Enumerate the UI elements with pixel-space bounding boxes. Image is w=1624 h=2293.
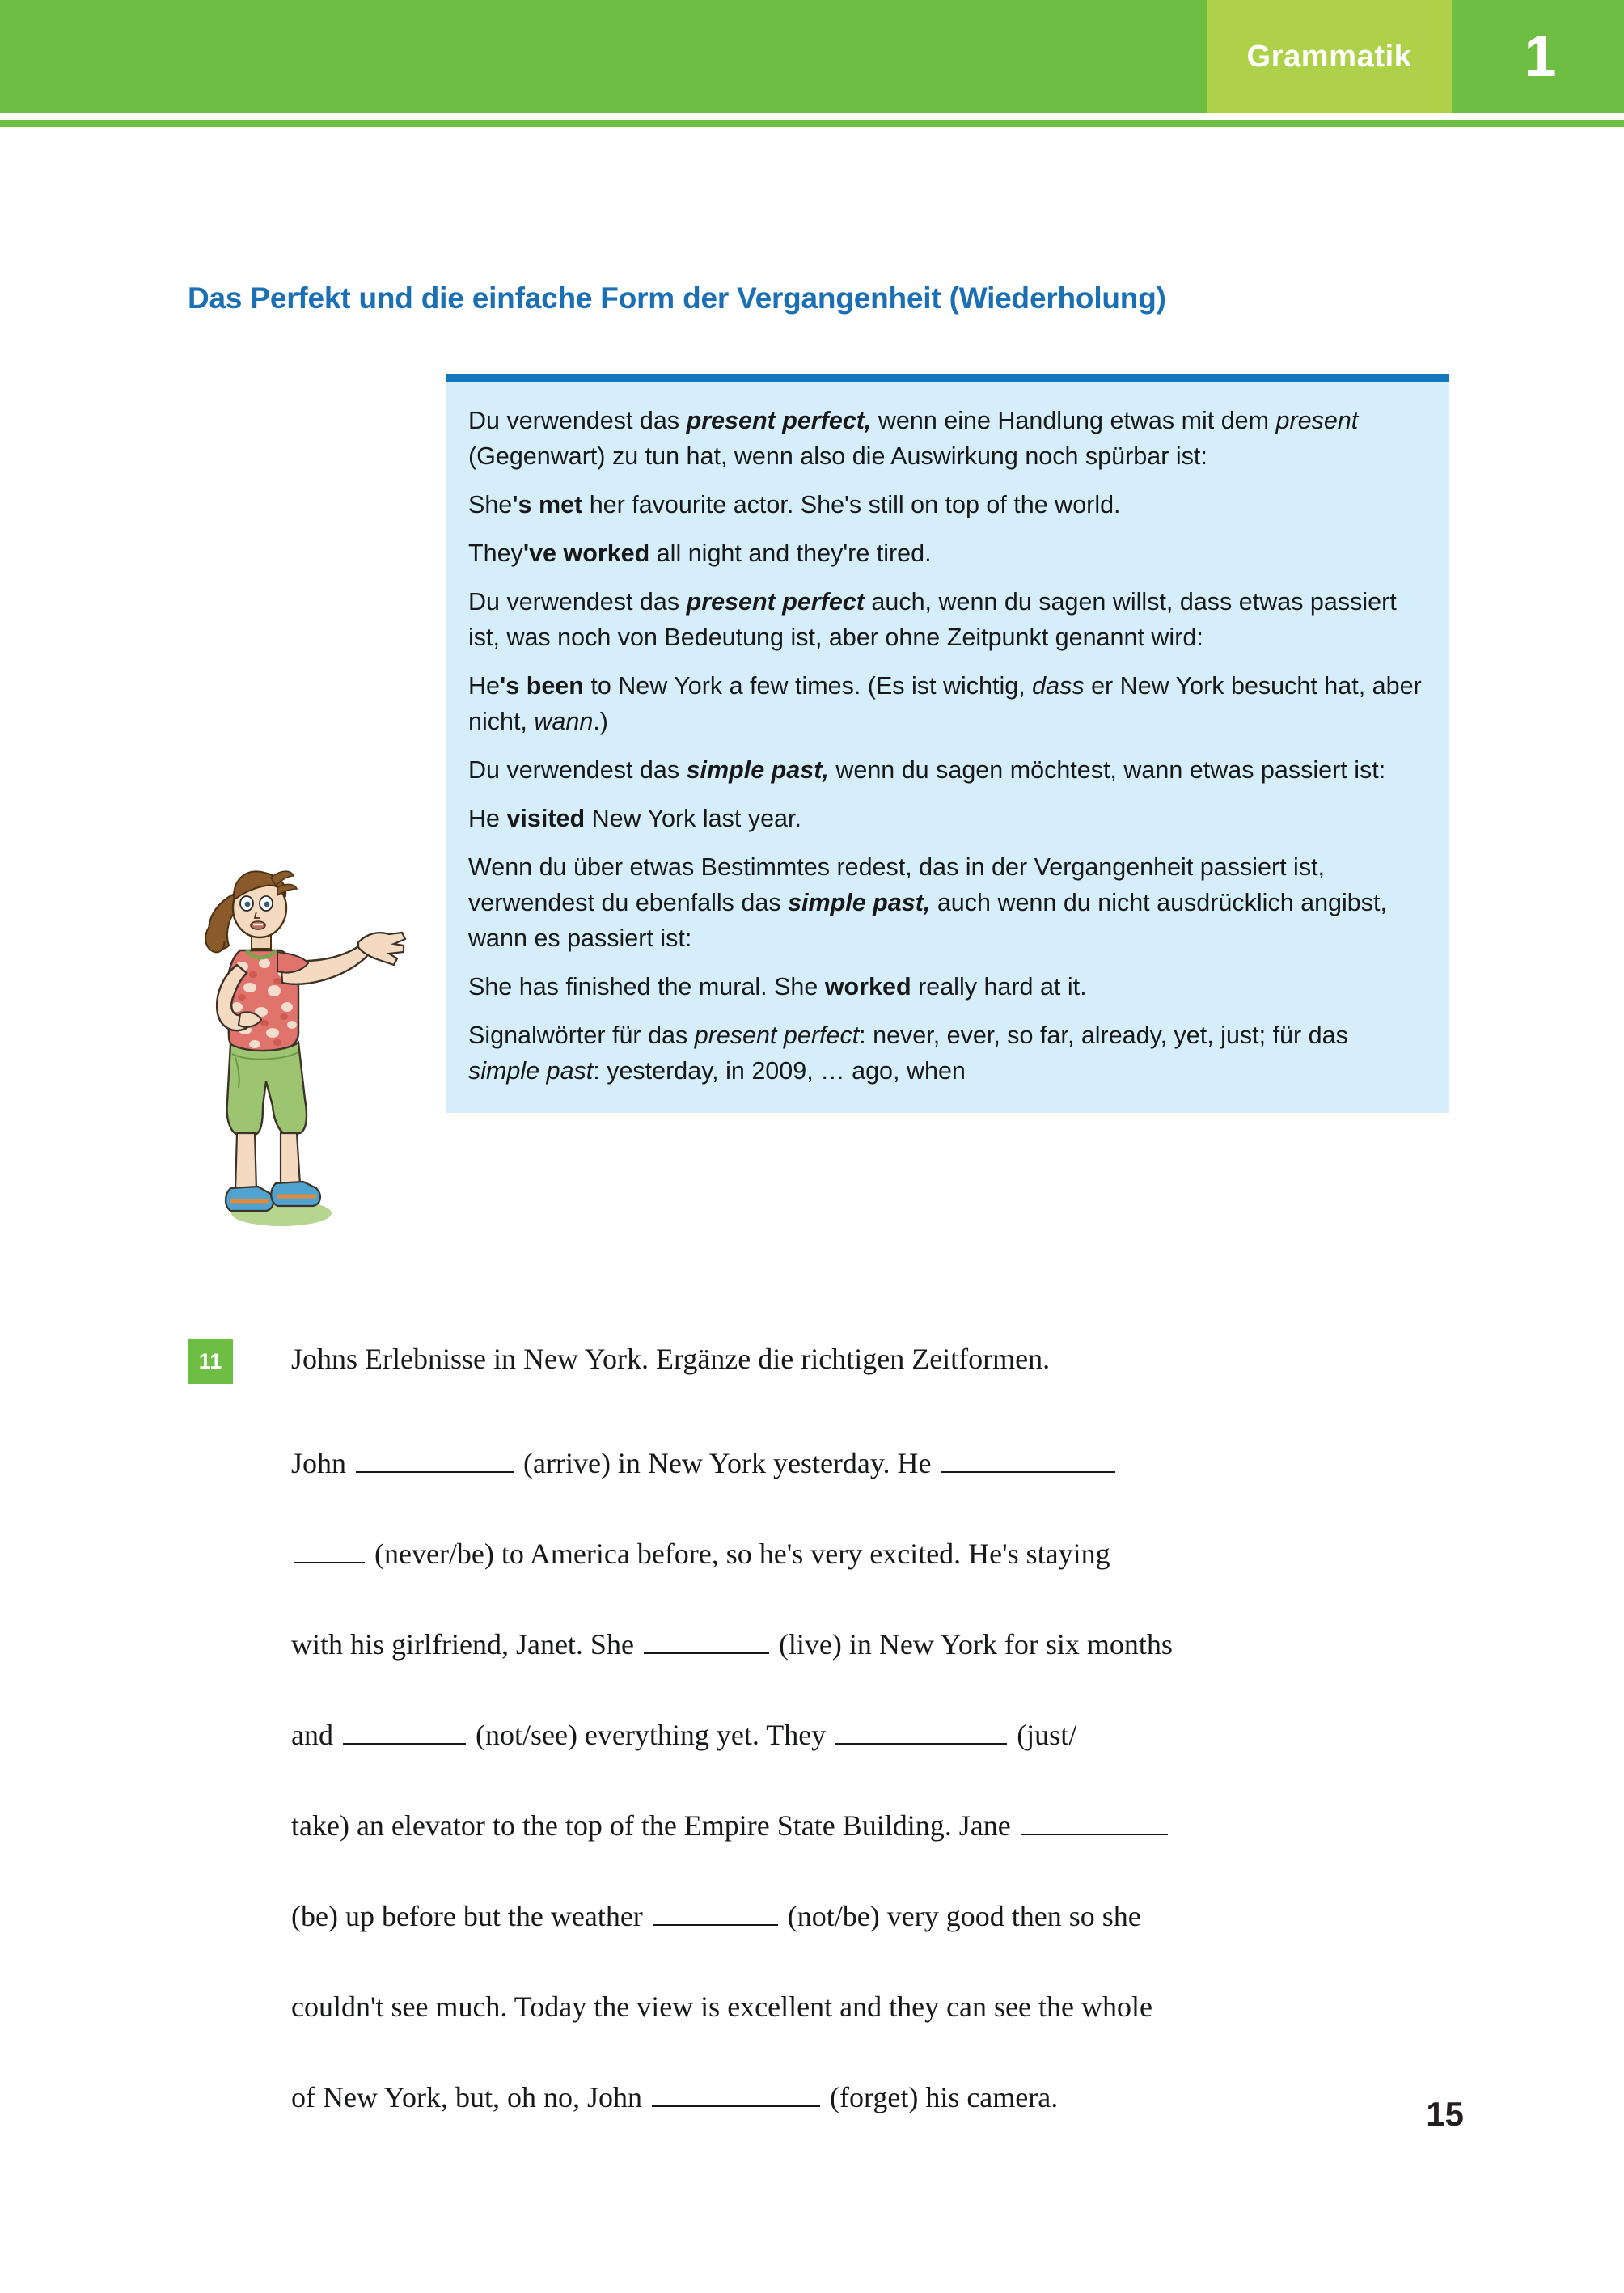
exercise-line	[291, 1508, 1474, 1599]
info-paragraph: They've worked all night and they're tired.	[468, 539, 932, 567]
page-title: Das Perfekt und die einfache Form der Vergangenheit (Wiederholung)	[188, 281, 1166, 315]
exercise-line	[291, 1599, 1474, 1690]
info-paragraph: Signalwörter für das present perfect: never, ever, so far, already, yet, just; für das simple past: yesterday, in 2009, … ago, when	[468, 1022, 1348, 1085]
exercise-text: (live) in New York for six months	[771, 1628, 1173, 1661]
exercise-text: (be) up before but the weather	[291, 1900, 650, 1932]
exercise-text: (just/	[1009, 1719, 1077, 1751]
exercise-text: couldn't see much. Today the view is excellent and they can see the whole	[291, 1991, 1152, 2023]
header-section-tab-label: Grammatik	[1246, 39, 1412, 74]
exercise-text: of New York, but, oh no, John	[291, 2081, 650, 2113]
info-paragraph: Wenn du über etwas Bestimmtes redest, das in der Vergangenheit passiert ist, verwendest du ebenfalls das simple past, auch wenn du nicht ausdrücklich angibst, wann es passiert ist:	[468, 853, 1387, 952]
page-number: 15	[1426, 2095, 1464, 2133]
exercise-text: and	[291, 1719, 340, 1751]
info-paragraph: He visited New York last year.	[468, 805, 801, 832]
exercise-text: (not/be) very good then so she	[780, 1900, 1141, 1932]
girl-pointing-illustration	[197, 845, 423, 1242]
exercise-instruction: Johns Erlebnisse in New York. Ergänze die richtigen Zeitformen.	[291, 1343, 1051, 1375]
answer-blank[interactable]	[835, 1719, 1007, 1745]
exercise-number-badge: 11	[188, 1339, 233, 1384]
exercise-line	[291, 1871, 1474, 1961]
exercise-line	[291, 1418, 1474, 1508]
exercise-text: take) an elevator to the top of the Empire State Building. Jane	[291, 1809, 1018, 1842]
info-paragraph: Du verwendest das present perfect auch, wenn du sagen willst, dass etwas passiert ist, was noch von Bedeutung ist, aber ohne Zeitpunkt genannt wird:	[468, 588, 1397, 651]
exercise-text: with his girlfriend, Janet. She	[291, 1628, 641, 1661]
exercise-line	[291, 2052, 1474, 2143]
header-divider-rule	[0, 120, 1624, 127]
info-paragraph: She has finished the mural. She worked really hard at it.	[468, 973, 1087, 1001]
exercise-text: (not/see) everything yet. They	[467, 1719, 834, 1751]
info-paragraph: She's met her favourite actor. She's still on top of the world.	[468, 491, 1121, 518]
exercise-text: John	[291, 1447, 354, 1479]
grammar-info-box	[446, 374, 1449, 1113]
info-paragraph: Du verwendest das present perfect, wenn eine Handlung etwas mit dem present (Gegenwart) zu tun hat, wenn also die Auswirkung noch spürbar ist:	[468, 407, 1359, 470]
answer-blank[interactable]	[644, 1628, 769, 1654]
answer-blank[interactable]	[294, 1538, 365, 1563]
info-paragraph: Du verwendest das simple past, wenn du sagen möchtest, wann etwas passiert ist:	[468, 756, 1386, 784]
exercise-line	[291, 1961, 1474, 2052]
exercise-text: (arrive) in New York yesterday. He	[516, 1447, 939, 1479]
info-paragraph: He's been to New York a few times. (Es ist wichtig, dass er New York besucht hat, aber nicht, wann.)	[468, 672, 1422, 735]
header-chapter-block	[1457, 0, 1624, 113]
answer-blank[interactable]	[653, 1900, 778, 1926]
exercise-fill-in-text[interactable]	[291, 1418, 1474, 2143]
exercise-text: (never/be) to America before, so he's very excited. He's staying	[367, 1538, 1110, 1570]
exercise-line	[291, 1780, 1474, 1871]
exercise-line	[291, 1690, 1474, 1780]
exercise-text: (forget) his camera.	[823, 2081, 1059, 2113]
answer-blank[interactable]	[652, 2081, 820, 2107]
answer-blank[interactable]	[343, 1719, 466, 1745]
answer-blank[interactable]	[1021, 1809, 1168, 1835]
header-section-tab	[1207, 0, 1452, 113]
answer-blank[interactable]	[941, 1447, 1115, 1473]
answer-blank[interactable]	[356, 1447, 514, 1473]
header-chapter-number: 1	[1524, 24, 1557, 89]
